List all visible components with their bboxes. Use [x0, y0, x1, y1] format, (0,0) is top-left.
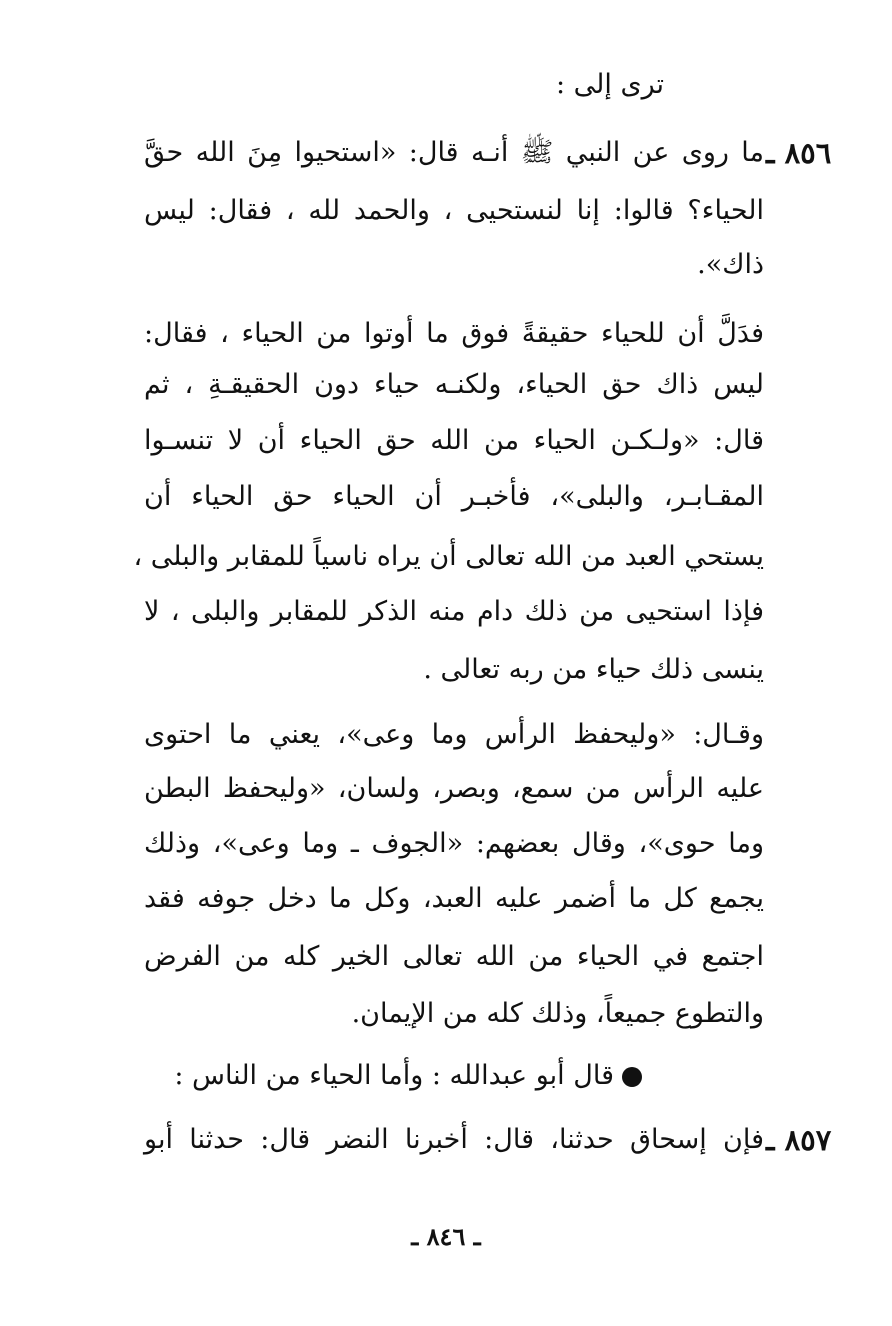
intro-line: ترى إلى :: [555, 69, 664, 100]
commentary-2-line-4: يجمع كل ما أضمر عليه العبد، وكل ما دخل جوفه فقد: [144, 883, 764, 914]
commentary-1-line-7: ينسى ذلك حياء من ربه تعالى .: [423, 654, 764, 685]
page-number: ـ ٨٤٦ ـ: [411, 1222, 481, 1251]
section-note-text: قال أبو عبدالله : وأما الحياء من الناس :: [174, 1060, 614, 1091]
commentary-2-line-6: والتطوع جميعاً، وذلك كله من الإيمان.: [351, 998, 764, 1029]
commentary-1-line-6: فإذا استحيى من ذلك دام منه الذكر للمقابر والبلى ، لا: [144, 596, 764, 627]
commentary-2-line-3: وما حوى»، وقال بعضهم: «الجوف ـ وما وعى»، وذلك: [144, 828, 764, 859]
commentary-1-line-5: يستحي العبد من الله تعالى أن يراه ناسياً للمقابر والبلى ،: [133, 541, 764, 572]
commentary-2-line-1: وقـال: «وليحفظ الرأس وما وعى»، يعني ما احتوى: [144, 719, 764, 750]
commentary-1-line-3: قال: «ولـكـن الحياء من الله حق الحياء أن لا تنسـوا: [144, 425, 764, 456]
section-note: [142, 1047, 642, 1105]
commentary-1-line-4: المقـابـر، والبلى»، فأخبـر أن الحياء حق الحياء أن: [144, 481, 764, 512]
commentary-2-line-5: اجتمع في الحياء من الله تعالى الخير كله من الفرض: [144, 941, 764, 972]
commentary-1-line-2: ليس ذاك حق الحياء، ولكنـه حياء دون الحقيقـةِ ، ثم: [144, 369, 764, 400]
hadith-857-number: ٨٥٧ ـ: [766, 1123, 832, 1157]
hadith-856-line-3: ذاك».: [697, 249, 764, 280]
hadith-856-number: ٨٥٦ ـ: [766, 136, 832, 170]
commentary-1-line-1: فدَلَّ أن للحياء حقيقةً فوق ما أوتوا من الحياء ، فقال:: [144, 318, 764, 349]
commentary-2-line-2: عليه الرأس من سمع، وبصر، ولسان، «وليحفظ البطن: [144, 773, 764, 804]
hadith-857-line-1: فإن إسحاق حدثنا، قال: أخبرنا النضر قال: حدثنا أبو: [144, 1124, 764, 1155]
bullet-icon: [622, 1067, 642, 1087]
hadith-856-line-1: ما روى عن النبي ﷺ أنـه قال: «استحيوا مِنَ الله حقَّ: [144, 137, 764, 168]
hadith-856-line-2: الحياء؟ قالوا: إنا لنستحيى ، والحمد لله ، فقال: ليس: [144, 195, 764, 226]
